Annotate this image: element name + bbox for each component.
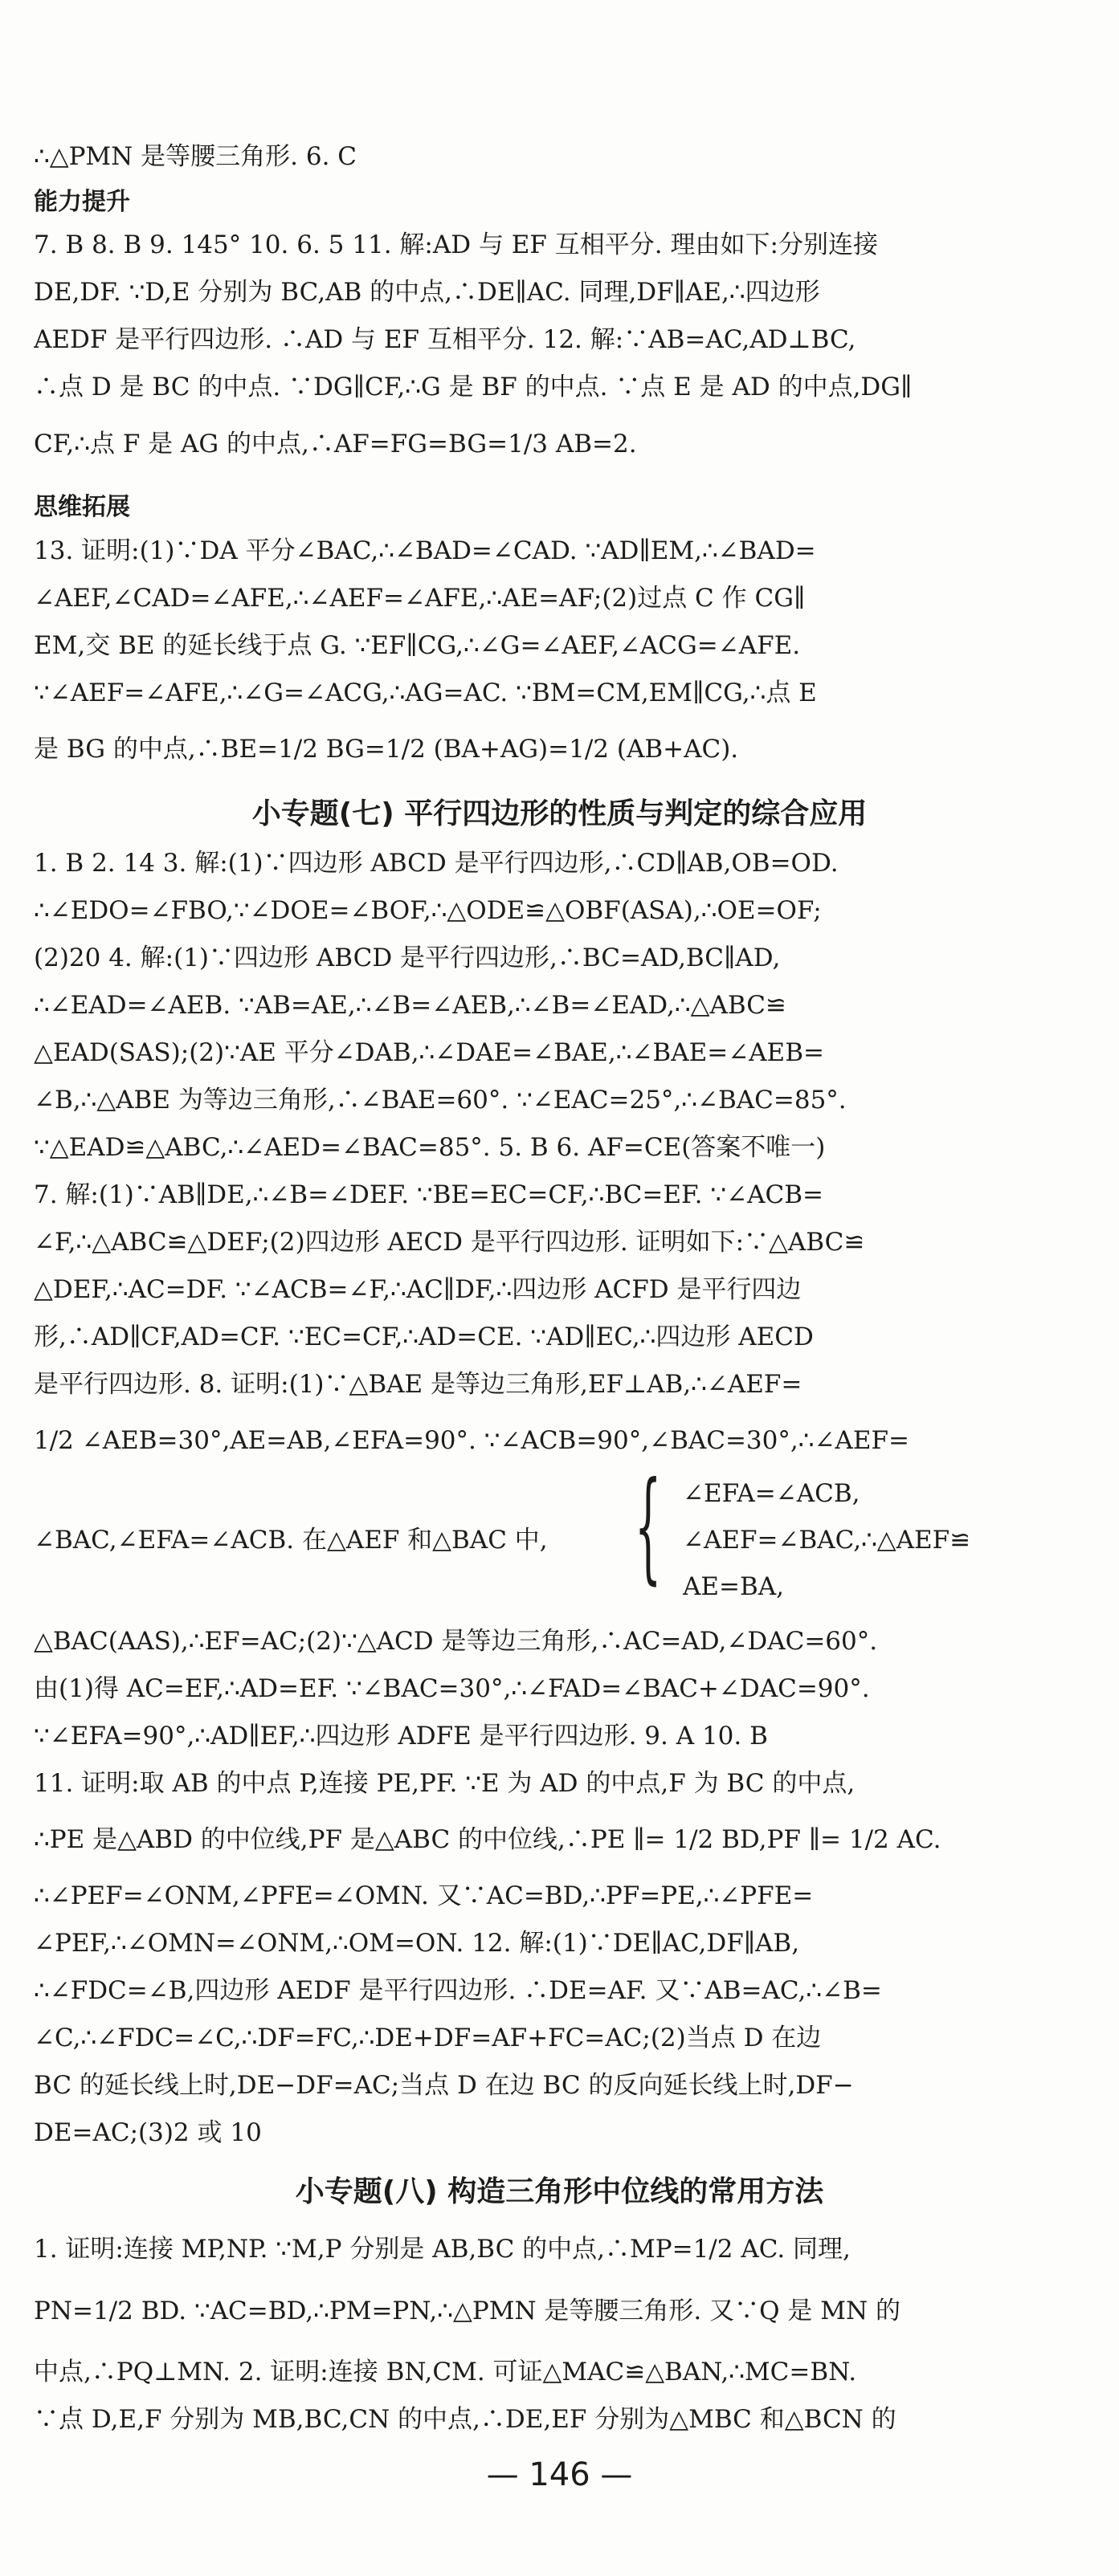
text-line: ∴∠EDO=∠FBO,∵∠DOE=∠BOF,∴△ODE≌△OBF(ASA),∴OE=OF; [34, 896, 822, 925]
text-line: △EAD(SAS);(2)∵AE 平分∠DAB,∴∠DAE=∠BAE,∴∠BAE=∠AEB= [34, 1038, 824, 1067]
text-line: ∵∠EFA=90°,∴AD∥EF,∴四边形 ADFE 是平行四边形. 9. A 10. B [34, 1722, 768, 1751]
text-line: ∴∠PEF=∠ONM,∠PFE=∠OMN. 又∵AC=BD,∴PF=PE,∴∠PFE= [34, 1881, 814, 1910]
section-title-8: 小专题(八) 构造三角形中位线的常用方法 [295, 2175, 824, 2208]
text-line: ∵∠AEF=∠AFE,∴∠G=∠ACG,∴AG=AC. ∵BM=CM,EM∥CG,∴点 E [34, 679, 817, 707]
brace-item: AE=BA, [683, 1572, 785, 1601]
text-line: ∴点 D 是 BC 的中点. ∵DG∥CF,∴G 是 BF 的中点. ∵点 E 是 AD 的中点,DG∥ [34, 373, 913, 401]
text-line: △DEF,∴AC=DF. ∵∠ACB=∠F,∴AC∥DF,∴四边形 ACFD 是平行四边 [34, 1275, 802, 1304]
text-line: 7. B 8. B 9. 145° 10. 6. 5 11. 解:AD 与 EF 互相平分. 理由如下:分别连接 [34, 230, 878, 259]
text-line: ∴PE 是△ABD 的中位线,PF 是△ABC 的中位线,∴PE ∥= 1/2 BD,PF ∥= 1/2 AC. [34, 1825, 941, 1854]
section-title-7: 小专题(七) 平行四边形的性质与判定的综合应用 [251, 797, 868, 830]
text-line: ∵△EAD≌△ABC,∴∠AED=∠BAC=85°. 5. B 6. AF=CE(答案不唯一) [34, 1133, 826, 1162]
text-line: 13. 证明:(1)∵DA 平分∠BAC,∴∠BAD=∠CAD. ∵AD∥EM,∴∠BAD= [34, 536, 816, 565]
text-line: △BAC(AAS),∴EF=AC;(2)∵△ACD 是等边三角形,∴AC=AD,∠DAC=60°. [34, 1627, 878, 1656]
text-line: ∴∠FDC=∠B,四边形 AEDF 是平行四边形. ∴DE=AF. 又∵AB=AC,∴∠B= [34, 1976, 882, 2005]
text-line: ∠PEF,∴∠OMN=∠ONM,∴OM=ON. 12. 解:(1)∵DE∥AC,DF∥AB, [34, 1929, 800, 1958]
text-line: DE=AC;(3)2 或 10 [34, 2118, 262, 2147]
section-heading-ability: 能力提升 [34, 188, 130, 216]
brace-item: ∠AEF=∠BAC,∴△AEF≌ [683, 1526, 971, 1555]
text-line: ∠C,∴∠FDC=∠C,∴DF=FC,∴DE+DF=AF+FC=AC;(2)当点 D 在边 [34, 2024, 822, 2052]
text-line: PN=1/2 BD. ∵AC=BD,∴PM=PN,∴△PMN 是等腰三角形. 又∵Q 是 MN 的 [34, 2297, 901, 2325]
section-heading-thinking: 思维拓展 [34, 493, 130, 521]
text-line: 是平行四边形. 8. 证明:(1)∵△BAE 是等边三角形,EF⊥AB,∴∠AEF= [34, 1370, 802, 1399]
text-line: ∠B,∴△ABE 为等边三角形,∴∠BAE=60°. ∵∠EAC=25°,∴∠BAC=85°. [34, 1086, 847, 1115]
text-line: CF,∴点 F 是 AG 的中点,∴AF=FG=BG=1/3 AB=2. [34, 430, 637, 459]
text-line: ∴△PMN 是等腰三角形. 6. C [34, 142, 357, 171]
text-line: ∠BAC,∠EFA=∠ACB. 在△AEF 和△BAC 中, [34, 1526, 548, 1555]
text-line: DE,DF. ∵D,E 分别为 BC,AB 的中点,∴DE∥AC. 同理,DF∥AE,∴四边形 [34, 278, 820, 307]
text-line: AEDF 是平行四边形. ∴AD 与 EF 互相平分. 12. 解:∵AB=AC,AD⊥BC, [34, 325, 856, 354]
text-line: 1. 证明:连接 MP,NP. ∵M,P 分别是 AB,BC 的中点,∴MP=1/2 AC. 同理, [34, 2235, 851, 2264]
text-line: 是 BG 的中点,∴BE=1/2 BG=1/2 (BA+AG)=1/2 (AB+AC). [34, 735, 739, 764]
text-line: ∠AEF,∠CAD=∠AFE,∴∠AEF=∠AFE,∴AE=AF;(2)过点 C 作 CG∥ [34, 584, 806, 613]
text-line: ∴∠EAD=∠AEB. ∵AB=AE,∴∠B=∠AEB,∴∠B=∠EAD,∴△ABC≌ [34, 991, 786, 1020]
text-line: BC 的延长线上时,DE−DF=AC;当点 D 在边 BC 的反向延长线上时,DF− [34, 2071, 854, 2100]
text-line: 由(1)得 AC=EF,∴AD=EF. ∵∠BAC=30°,∴∠FAD=∠BAC+∠DAC=90°. [34, 1674, 870, 1703]
text-line: 形,∴AD∥CF,AD=CF. ∵EC=CF,∴AD=CE. ∵AD∥EC,∴四边形 AECD [34, 1323, 814, 1351]
text-line: ∠F,∴△ABC≌△DEF;(2)四边形 AECD 是平行四边形. 证明如下:∵△ABC≌ [34, 1228, 865, 1257]
text-line: EM,交 BE 的延长线于点 G. ∵EF∥CG,∴∠G=∠AEF,∠ACG=∠AFE. [34, 631, 801, 660]
page-number: — 146 — [486, 2456, 633, 2493]
text-line: 1. B 2. 14 3. 解:(1)∵四边形 ABCD 是平行四边形,∴CD∥AB,OB=OD. [34, 849, 839, 878]
text-line: 11. 证明:取 AB 的中点 P,连接 PE,PF. ∵E 为 AD 的中点,F 为 BC 的中点, [34, 1769, 856, 1798]
text-line: 中点,∴PQ⊥MN. 2. 证明:连接 BN,CM. 可证△MAC≌△BAN,∴MC=BN. [34, 2358, 857, 2386]
text-line: 7. 解:(1)∵AB∥DE,∴∠B=∠DEF. ∵BE=EC=CF,∴BC=EF. ∵∠ACB= [34, 1180, 823, 1209]
text-line: (2)20 4. 解:(1)∵四边形 ABCD 是平行四边形,∴BC=AD,BC∥AD, [34, 944, 781, 972]
text-line: 1/2 ∠AEB=30°,AE=AB,∠EFA=90°. ∵∠ACB=90°,∠BAC=30°,∴∠AEF= [34, 1426, 909, 1455]
text-line: ∵点 D,E,F 分别为 MB,BC,CN 的中点,∴DE,EF 分别为△MBC 和△BCN 的 [34, 2405, 896, 2434]
left-brace-icon: { [635, 1457, 662, 1596]
brace-item: ∠EFA=∠ACB, [683, 1479, 860, 1508]
